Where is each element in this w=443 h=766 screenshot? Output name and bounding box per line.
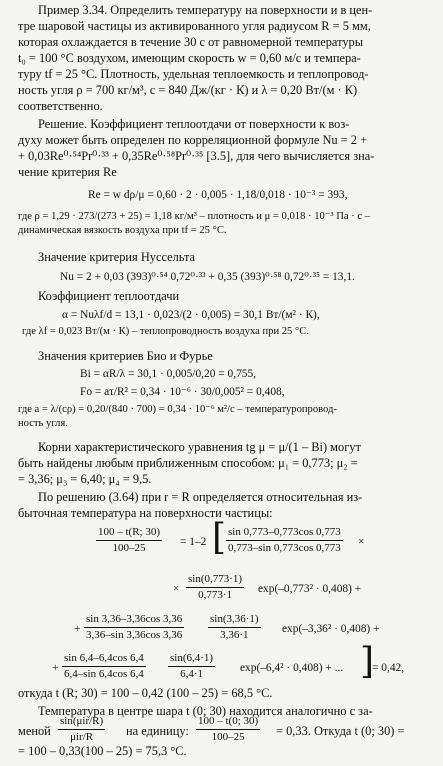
text-line: По решению (3.64) при r = R определяется относительная из- <box>38 490 363 504</box>
equation-alpha: α = Nuλf/d = 13,1 · 0,023/(2 · 0,005) = 30,1 Вт/(м² · К), <box>62 309 320 321</box>
note-line: динамическая вязкость воздуха при tf = 25 °С. <box>18 225 227 236</box>
note-line: где λf = 0,023 Вт/(м · К) – теплопроводность воздуха при 25 °С. <box>22 326 309 337</box>
fraction-lhs: $\frac{100 - t(R; 30)}{100-25}$ <box>98 526 161 554</box>
fraction-center: $\frac{100 - t(0; 30)}{100-25}$ <box>198 715 259 743</box>
fraction-3: $\frac{\sin 3,36-3,36\cos 3,36}{3,36-\sin 3,36\cos 3,36}$ <box>86 613 183 641</box>
formula-text: + <box>52 662 59 674</box>
formula-text: = 0,42, <box>372 662 405 674</box>
note-line: ность угля. <box>18 418 68 429</box>
heading-bi-fo: Значения критериев Био и Фурье <box>38 349 213 363</box>
heading-alpha: Коэффициент теплоотдачи <box>38 289 180 303</box>
text-line: t₀ = 100 °С воздухом, имеющим скорость w = 0,60 м/с и темпера- <box>18 51 361 65</box>
fraction-2: $\frac{\sin(0,773\cdot 1)}{0,773\cdot 1}$ <box>188 573 243 601</box>
result-center: = 100 – 0,33(100 – 25) = 75,3 °С. <box>18 744 187 758</box>
formula-text: × <box>173 583 180 595</box>
heading-nusselt: Значение критерия Нуссельта <box>38 250 196 264</box>
note-line: где a = λ/(cρ) = 0,20/(840 · 700) = 0,34 · 10⁻⁶ м²/с – температуропровод- <box>18 404 337 415</box>
text-line: которая охлаждается в течение 30 с от равномерной температуры <box>18 35 364 49</box>
formula-text: × <box>358 536 365 548</box>
formula-text: = 1–2 <box>180 536 207 548</box>
text-line: Корни характеристического уравнения tg μ = μ/(1 – Bi) могут <box>38 440 361 454</box>
text-line: духу может быть определен по корреляционной формуле Nu = 2 + <box>18 133 368 147</box>
left-bracket: [ <box>212 517 227 558</box>
equation-fo: Fo = aτ/R² = 0,34 · 10⁻⁶ · 30/0,005² = 0,408, <box>80 386 285 398</box>
formula-text: на единицу: <box>126 724 189 738</box>
fraction-4: $\frac{\sin(3,36\cdot 1)}{3,36\cdot 1}$ <box>210 613 259 641</box>
formula-text: = 0,33. Откуда t (0; 30) = <box>276 724 405 738</box>
text-line: тре шаровой частицы из активированного угля радиусом R = 5 мм, <box>18 19 371 33</box>
formula-text: + <box>74 623 81 635</box>
text-line: быть найдены любым приближенным способом: μ₁ = 0,773; μ₂ = <box>18 456 358 470</box>
fraction-replacement: sin(μir/R) μir/R <box>60 715 104 743</box>
text-line: быточная температура на поверхности частицы: <box>18 506 273 520</box>
formula-text: меной <box>18 724 51 738</box>
formula-text: exp(–3,36² · 0,408) + <box>282 623 380 635</box>
fraction-5: $\frac{\sin 6,4-6,4\cos 6,4}{6,4-\sin 6,4\cos 6,4}$ <box>64 652 144 680</box>
fraction-6: $\frac{\sin(6,4\cdot 1)}{6,4\cdot 1}$ <box>170 652 214 680</box>
text-line: Температура в центре шара t (0; 30) находится аналогично с за- <box>38 704 373 718</box>
text-line: + 0,03Re⁰·⁵⁴Pr⁰·³³ + 0,35Re⁰·⁵⁸Pr⁰·³⁵ [3.5], для чего вычисляется зна- <box>18 149 375 163</box>
equation-re: Re = w dρ/μ = 0,60 · 2 · 0,005 · 1,18/0,018 · 10⁻³ = 393, <box>88 189 348 201</box>
equation-nu: Nu = 2 + 0,03 (393)⁰·⁵⁴ 0,72⁰·³³ + 0,35 (393)⁰·⁵⁸ 0,72⁰·³⁵ = 13,1. <box>60 271 355 283</box>
note-line: где ρ = 1,29 · 273/(273 + 25) = 1,18 кг/м³ – плотность и μ = 0,018 · 10⁻³ Па · с – <box>18 211 371 222</box>
formula-text: exp(–6,4² · 0,408) + ... <box>240 662 344 674</box>
result-surface: откуда t (R; 30) = 100 – 0,42 (100 – 25) = 68,5 °С. <box>18 686 273 700</box>
right-bracket: ] <box>360 641 375 682</box>
text-line: = 3,36; μ₃ = 6,40; μ₄ = 9,5. <box>18 472 152 486</box>
equation-bi: Bi = αR/λ = 30,1 · 0,005/0,20 = 0,755, <box>80 368 256 380</box>
fraction-1: $\frac{\sin 0,773-0,773\cos 0,773}{0,773-\sin 0,773\cos 0,773}$ <box>228 526 341 554</box>
text-line: соответственно. <box>18 99 103 113</box>
formula-text: exp(–0,773² · 0,408) + <box>258 583 362 595</box>
solution-heading-line: Решение. Коэффициент теплоотдачи от поверхности к воз- <box>38 117 350 131</box>
text-line: ность угля ρ = 700 кг/м³, c = 840 Дж/(кг · К) и λ = 0,20 Вт/(м · К) <box>18 83 358 97</box>
text-line: туру tf = 25 °С. Плотность, удельная теплоемкость и теплопровод- <box>18 67 369 81</box>
text-line: чение критерия Re <box>18 165 117 179</box>
example-title-line: Пример 3.34. Определить температуру на поверхности и в цен- <box>38 3 373 17</box>
